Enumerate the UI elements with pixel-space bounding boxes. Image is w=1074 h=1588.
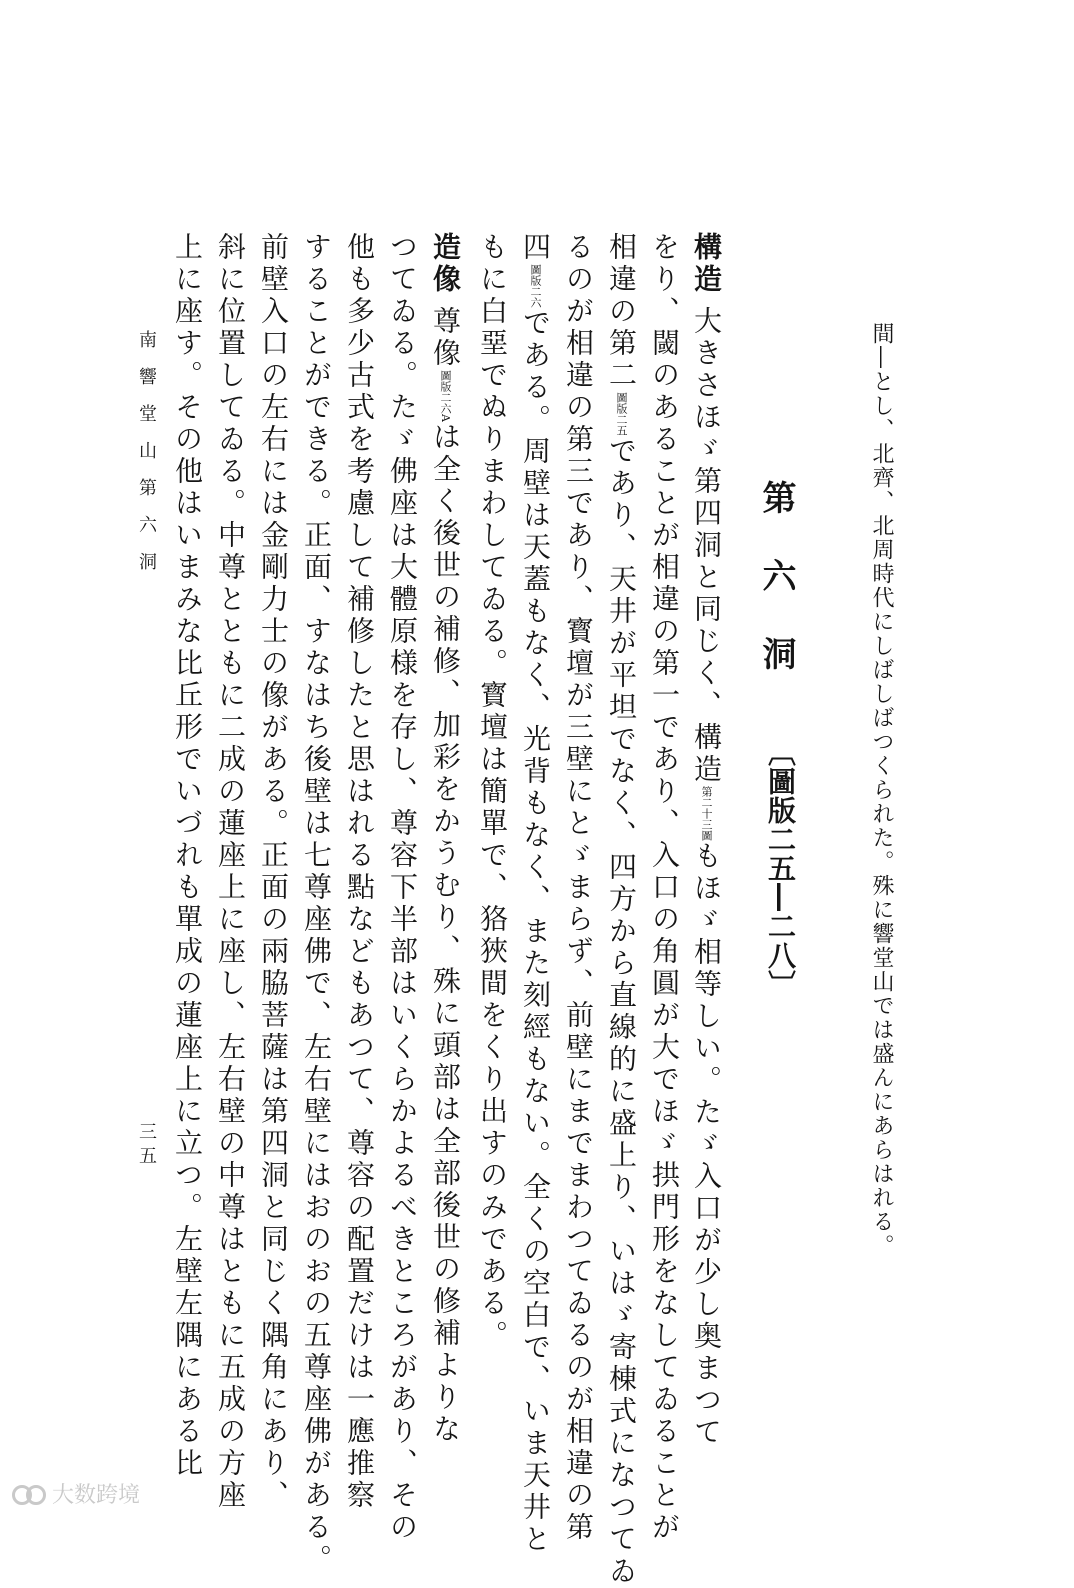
plate-reference: 〔圖版二五―二八〕 (764, 738, 797, 999)
structure-column-4 (558, 232, 598, 1544)
running-text-top: 間―とし、北齊、北周時代にしばしばつくられた。殊に響堂山では盛んにあらはれる。 (869, 322, 894, 1258)
text-run: であり、天井が平坦でなく、四方から直線的に盛上り、いはゞ寄棟式になつてゐ (605, 436, 638, 1588)
structure-heading: 構造 (690, 232, 723, 296)
text-run: 相違の第二 (605, 232, 638, 392)
text-run: 上に座す。その他はいまみな比丘形でいづれも單成の蓮座上に立つ。左壁左隅にある比 (171, 232, 204, 1480)
text-run: である。周壁は天蓋もなく、光背もなく、また刻經もない。全くの空白で、いま天井と (519, 308, 552, 1556)
structure-column-2 (644, 232, 684, 1544)
image-column-2 (382, 232, 422, 1544)
image-column-3 (339, 232, 379, 1512)
text-run: することができる。正面、すなはち後壁は七尊座佛で、左右壁にはおのおの五尊座佛がある。 (300, 232, 333, 1576)
text-run: 前壁入口の左右には金剛力士の像がある。正面の兩脇菩薩は第四洞と同じく隅角にあり、 (257, 232, 290, 1512)
footer-title: 南響堂山第六洞 (136, 330, 157, 589)
text-run: 尊像 (429, 306, 462, 370)
watermark-text: 大数跨境 (52, 1483, 141, 1508)
text-run: 斜に位置してゐる。中尊とともに二成の蓮座上に座し、左右壁の中尊はともに五成の方座 (214, 232, 247, 1512)
image-column-6 (210, 232, 250, 1512)
watermark-logo-icon (12, 1483, 46, 1505)
text-run: つてゐる。たゞ佛座は大體原様を存し、尊容下半部はいくらかよるべきところがあり、その (386, 232, 419, 1544)
text-run: をり、閾のあることが相違の第一であり、入口の角圓が大でほゞ拱門形をなしてゐることが (648, 232, 681, 1544)
structure-column-5 (515, 232, 555, 1556)
image-column-7 (167, 232, 207, 1480)
text-run: 他も多少古式を考慮して補修したと思はれる點などもあつて、尊容の配置だけは一應推察 (343, 232, 376, 1512)
plate-note: 圖版二六A (439, 370, 452, 422)
watermark (12, 1478, 140, 1509)
image-column-5 (253, 232, 293, 1512)
image-column-1 (425, 232, 465, 1446)
text-run: は全く後世の補修、加彩をかうむり、殊に頭部は全部後世の修補よりな (429, 421, 462, 1446)
page-number: 三五 (136, 1122, 157, 1170)
structure-column-6 (472, 232, 512, 1352)
image-column-4 (296, 232, 336, 1576)
plate-note: 圖版二六 (529, 264, 542, 308)
structure-column-1 (686, 232, 726, 1449)
plate-note: 第二十三圖 (700, 786, 713, 841)
text-run: 四 (519, 232, 552, 264)
text-run: 大きさほゞ第四洞と同じく、構造 (690, 306, 723, 786)
text-run: もに白堊でぬりまわしてゐる。寳壇は簡單で、狢狹間をくり出すのみである。 (476, 232, 509, 1352)
text-run: るのが相違の第三であり、寳壇が三壁にとゞまらず、前壁にまでまわつてゐるのが相違の第 (562, 232, 595, 1544)
structure-column-3 (601, 232, 641, 1588)
image-heading: 造像 (429, 232, 462, 296)
chapter-title: 第六洞 (756, 480, 796, 714)
text-run: もほゞ相等しい。たゞ入口が少し奥まつて (690, 841, 723, 1449)
plate-note: 圖版二五 (615, 392, 628, 436)
